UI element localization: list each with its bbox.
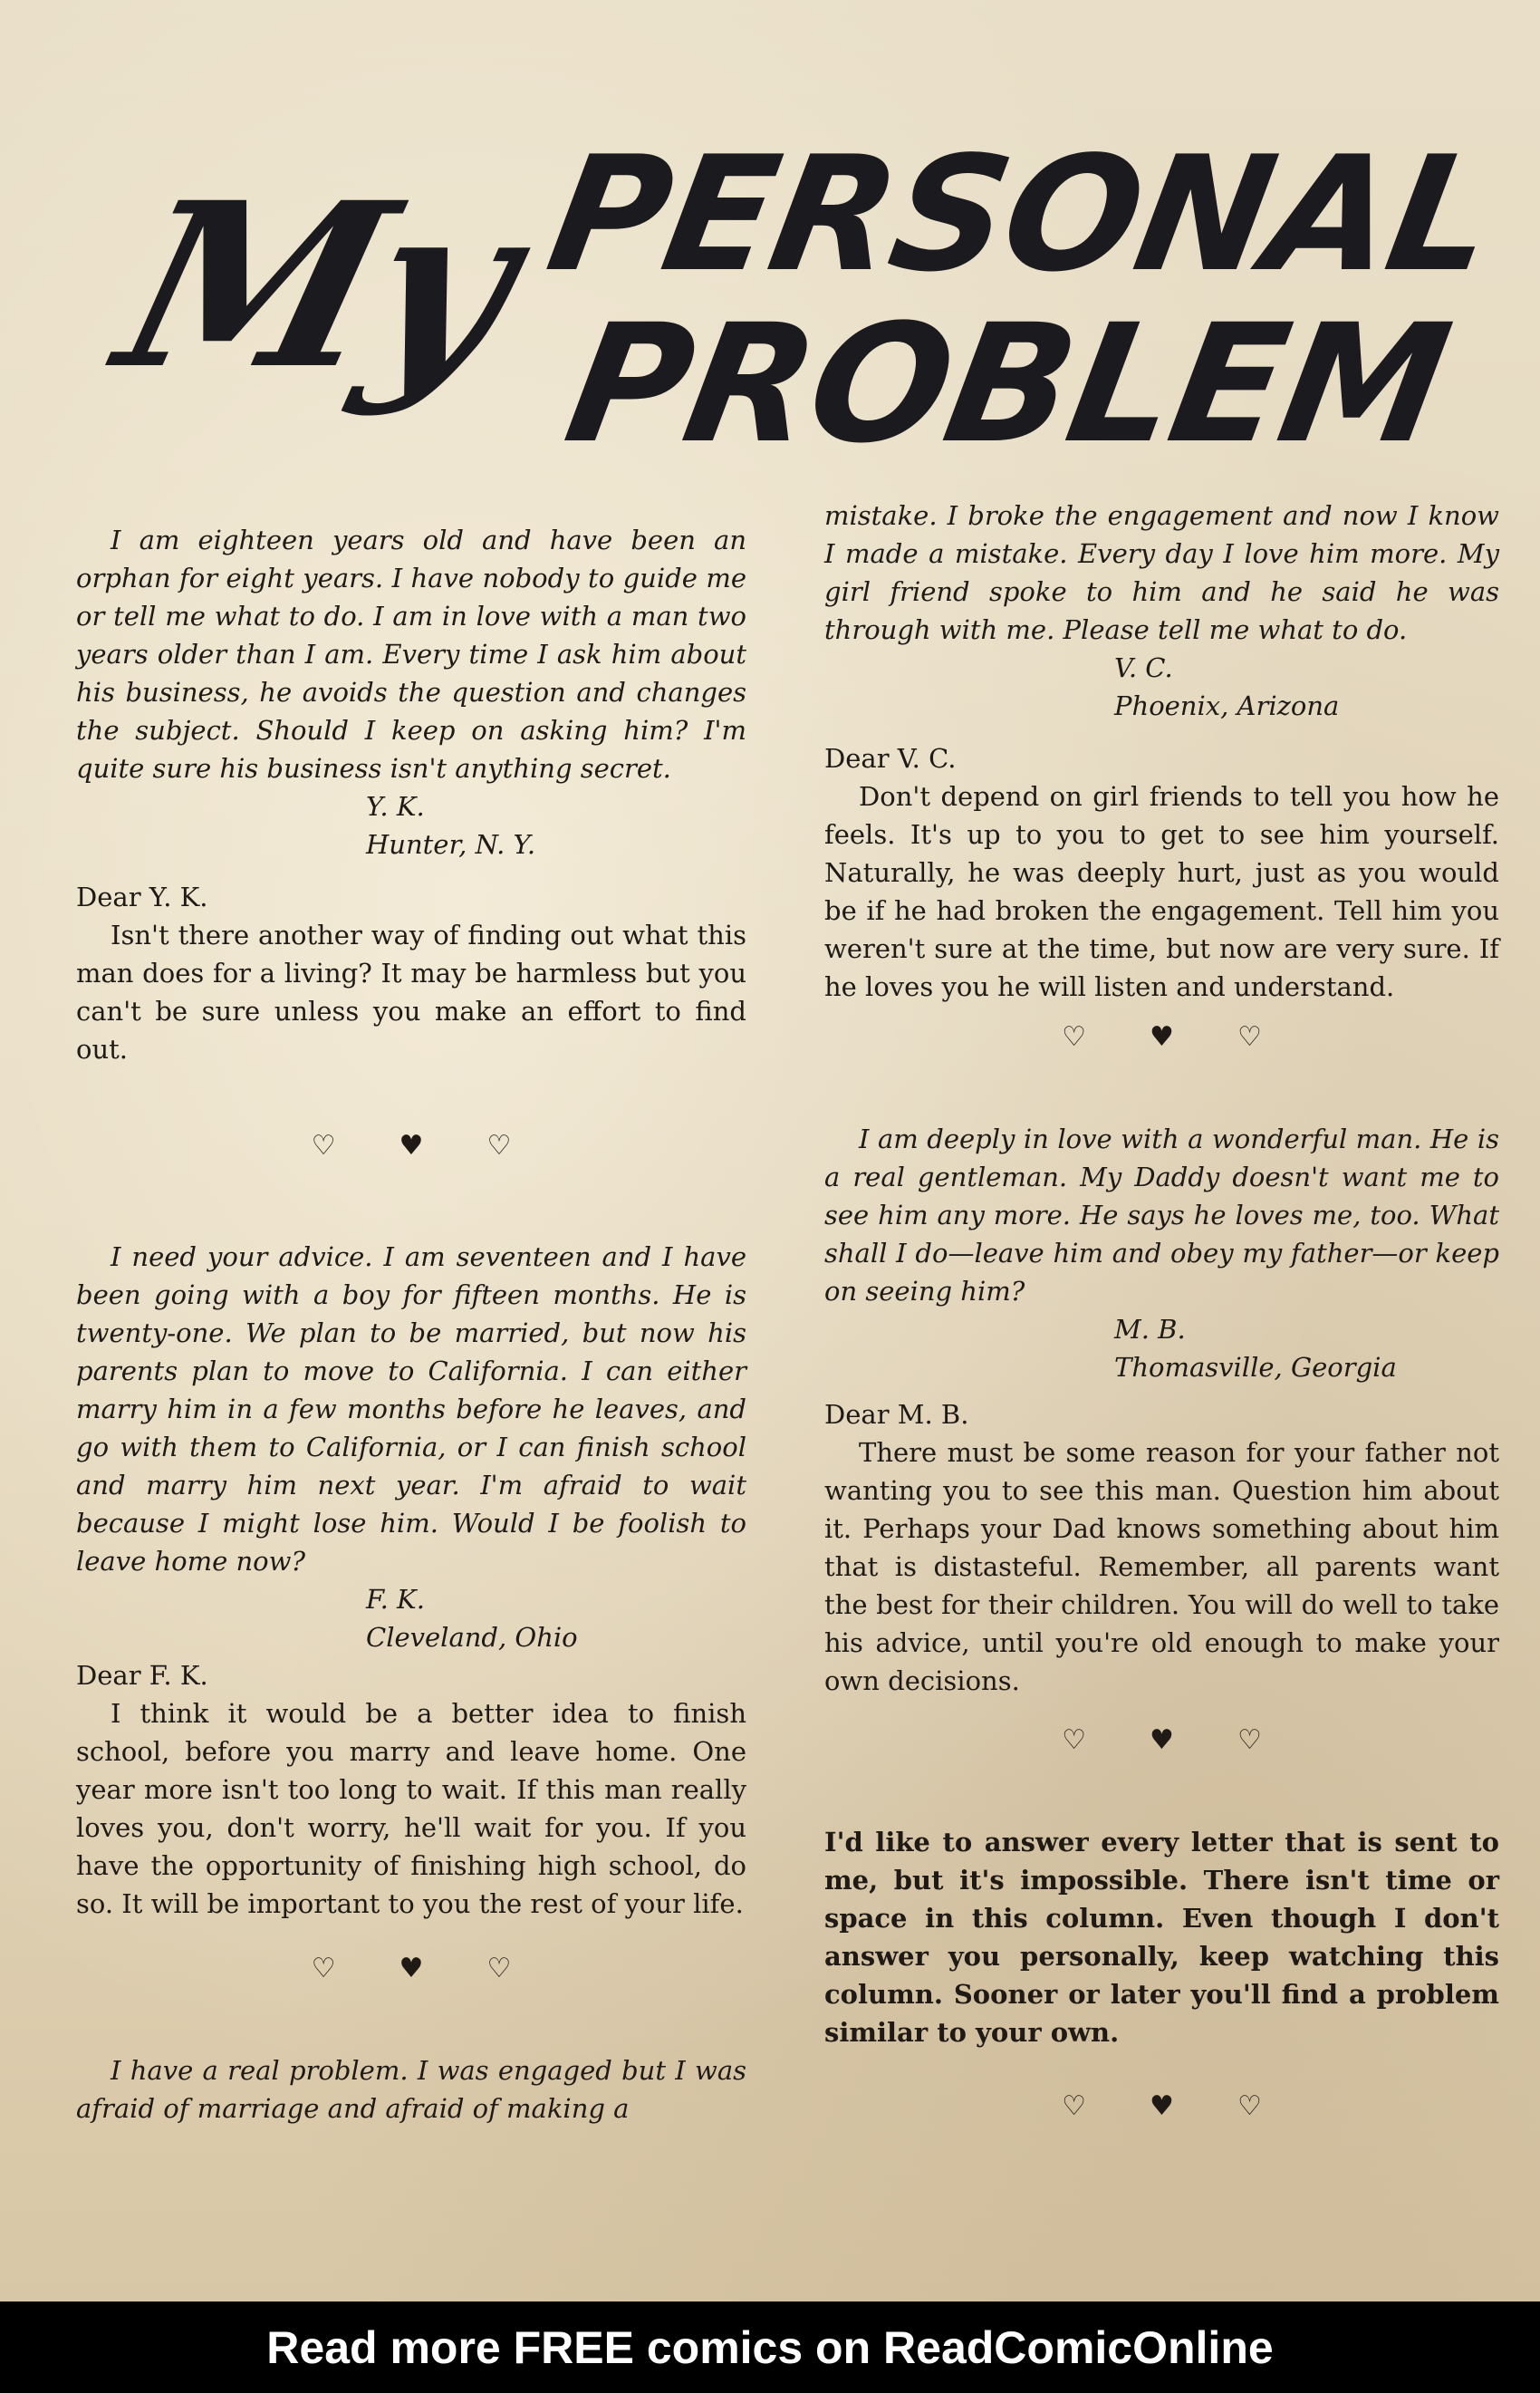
answer-text: Don't depend on girl friends to tell you how he feels. It's up to you to get to see him yourself. Naturally, he was deeply hurt, just as you would be if he had broken the engagement. Tell him you weren't sure at the time, but now are very sure. If he loves you he will listen and understand. bbox=[824, 781, 1499, 1002]
heart-divider bbox=[76, 1950, 746, 1988]
heart-filled-icon: ♥ bbox=[1150, 1021, 1174, 1053]
heart-outline-icon: ♡ bbox=[1237, 1021, 1262, 1053]
letter-place: Hunter, N. Y. bbox=[366, 829, 536, 860]
heart-outline-icon: ♡ bbox=[311, 1130, 336, 1162]
heart-outline-icon: ♡ bbox=[1062, 2090, 1087, 2122]
letter-text: I have a real problem. I was engaged but I was afraid of marriage and afraid of making a bbox=[76, 2055, 746, 2124]
letter-initials: V. C. bbox=[1114, 652, 1173, 683]
letter-text: I need your advice. I am seventeen and I have been going with a boy for fifteen months. He is twenty-one. We plan to be married, but now his parents plan to move to California. I can either marry him in a few months before he leaves, and go with them to California, or I can finish school and marry him next year. I'm afraid to wait because I might lose him. Would I be foolish to leave home now? bbox=[76, 1241, 746, 1577]
title-personal: PERSONAL bbox=[536, 123, 1506, 307]
promo-banner[interactable]: Read more FREE comics on ReadComicOnline bbox=[0, 2301, 1540, 2393]
letter-text: I am eighteen years old and have been an orphan for eight years. I have nobody to guide me or tell me what to do. I am in love with a man two years older than I am. Every time I ask him about his business, he avoids the question and changes the subject. Should I keep on asking him? I'm quite sure his business isn't anything secret. bbox=[76, 525, 746, 784]
heart-filled-icon: ♥ bbox=[399, 1953, 424, 1984]
letter-place: Thomasville, Georgia bbox=[1114, 1352, 1397, 1383]
heart-outline-icon: ♡ bbox=[1237, 2090, 1262, 2122]
right-column bbox=[824, 497, 1499, 2126]
letter-initials: Y. K. bbox=[366, 791, 425, 822]
answer-salutation: Dear M. B. bbox=[824, 1399, 969, 1430]
heart-filled-icon: ♥ bbox=[1150, 1724, 1174, 1756]
answer-salutation: Dear Y. K. bbox=[76, 882, 208, 912]
heart-filled-icon: ♥ bbox=[1150, 2090, 1174, 2122]
heart-divider bbox=[76, 1127, 746, 1165]
heart-divider bbox=[824, 1722, 1499, 1760]
heart-outline-icon: ♡ bbox=[1062, 1724, 1087, 1756]
heart-divider bbox=[824, 1018, 1499, 1057]
title-problem: PROBLEM bbox=[553, 290, 1461, 479]
heart-outline-icon: ♡ bbox=[1237, 1724, 1262, 1756]
left-column bbox=[76, 521, 746, 2128]
answer-text: There must be some reason for your father not wanting you to see this man. Question him about it. Perhaps your Dad knows something about him that is distasteful. Remember, all parents want the best for their children. You will do well to take his advice, until you're old enough to make your own decisions. bbox=[824, 1437, 1499, 1696]
heart-outline-icon: ♡ bbox=[1062, 1021, 1087, 1053]
heart-divider bbox=[824, 2088, 1499, 2126]
letter-text-continued: mistake. I broke the engagement and now I know I made a mistake. Every day I love him more. My girl friend spoke to him and he said he was through with me. Please tell me what to do. bbox=[824, 500, 1499, 645]
heart-outline-icon: ♡ bbox=[486, 1953, 512, 1984]
answer-salutation: Dear F. K. bbox=[76, 1660, 208, 1691]
heart-outline-icon: ♡ bbox=[311, 1953, 336, 1984]
letter-initials: F. K. bbox=[366, 1584, 425, 1615]
heart-outline-icon: ♡ bbox=[486, 1130, 512, 1162]
answer-salutation: Dear V. C. bbox=[824, 743, 957, 774]
letter-place: Cleveland, Ohio bbox=[366, 1622, 578, 1653]
answer-text: I think it would be a better idea to finish school, before you marry and leave home. One year more isn't too long to wait. If this man really loves you, don't worry, he'll wait for you. If you have the opportunity of finishing high school, do so. It will be important to you the rest of your life. bbox=[76, 1698, 746, 1919]
closing-note: I'd like to answer every letter that is sent to me, but it's impossible. There isn't time or space in this column. Even though I don't answer you personally, keep watching this column. Sooner or later you'll find a problem similar to your own. bbox=[824, 1827, 1499, 2048]
letter-place: Phoenix, Arizona bbox=[1114, 690, 1340, 721]
letter-text: I am deeply in love with a wonderful man. He is a real gentleman. My Daddy doesn't want me to see him any more. He says he loves me, too. What shall I do—leave him and obey my father—or keep on seeing him? bbox=[824, 1124, 1499, 1307]
title-my: My bbox=[98, 152, 536, 419]
heart-filled-icon: ♥ bbox=[399, 1130, 424, 1162]
letter-initials: M. B. bbox=[1114, 1314, 1186, 1345]
answer-text: Isn't there another way of finding out what this man does for a living? It may be harmless but you can't be sure unless you make an effort to find out. bbox=[76, 920, 746, 1065]
